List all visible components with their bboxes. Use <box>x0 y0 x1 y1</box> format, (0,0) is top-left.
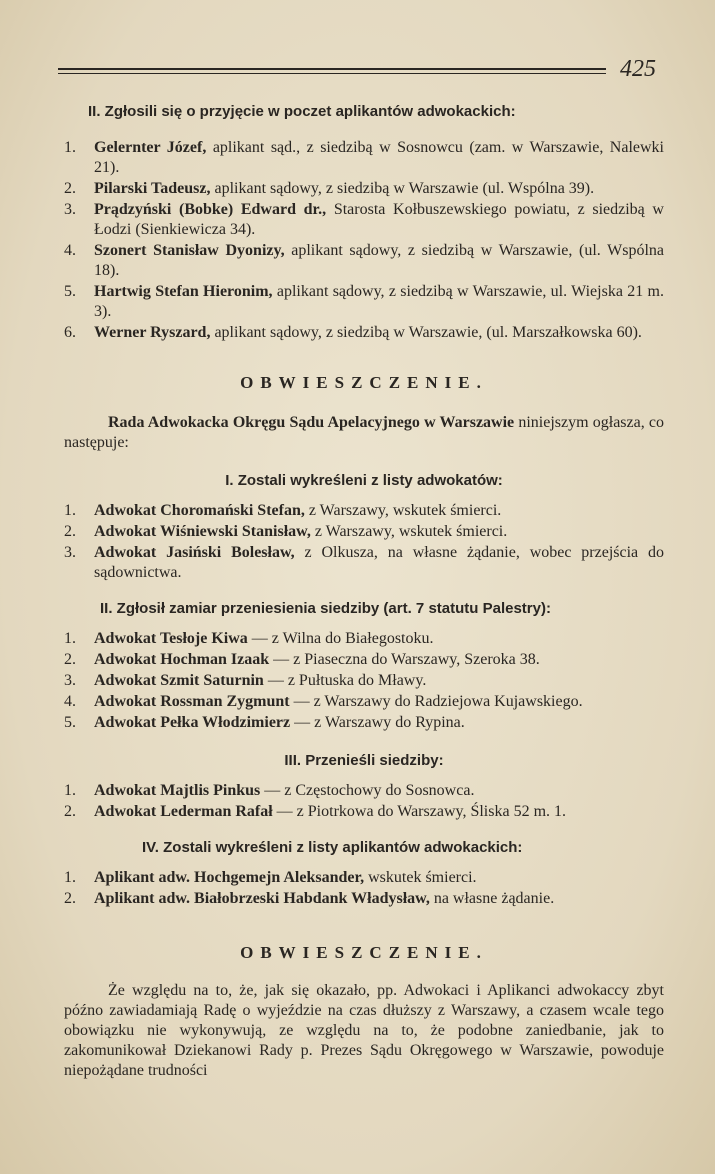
item-text: — z Warszawy do Radziejowa Kujawskiego. <box>289 693 583 710</box>
item-name: Aplikant adw. Białobrzeski Habdank Władysław, <box>94 890 430 907</box>
item-number: 1. <box>64 502 76 519</box>
item-name: Adwokat Choromański Stefan, <box>94 502 305 519</box>
item-text: — z Częstochowy do Sosnowca. <box>260 782 475 799</box>
list-item <box>64 501 664 521</box>
intro-text: niniejszym ogłasza, co następuje: <box>64 414 665 451</box>
section-iv-heading: IV. Zostali wykreśleni z listy aplikantów adwokackich: <box>142 839 523 856</box>
item-text: aplikant sąd., z siedzibą w Sosnowcu (zam. w Warszawie, Nalewki 21). <box>94 139 664 176</box>
item-text: aplikant sądowy, z siedzibą w Warszawie (ul. Wspólna 39). <box>210 180 595 197</box>
item-name: Adwokat Hochman Izaak <box>94 651 270 668</box>
item-text: z Warszawy, wskutek śmierci. <box>310 523 508 540</box>
header-rule <box>58 68 606 70</box>
item-text: — z Pułtuska do Mławy. <box>263 672 427 689</box>
item-text: — z Piotrkowa do Warszawy, Śliska 52 m. 1. <box>272 803 567 820</box>
list-item <box>64 179 664 199</box>
item-number: 6. <box>64 324 76 341</box>
item-name: Adwokat Jasiński Bolesław, <box>94 544 295 561</box>
item-number: 2. <box>64 803 76 820</box>
item-text: — z Wilna do Białegostoku. <box>247 630 434 647</box>
item-text: Starosta Kołbuszewskiego powiatu, z siedzibą w Łodzi (Sienkiewicza 34). <box>94 201 664 238</box>
item-text: aplikant sądowy, z siedzibą w Warszawie, ul. Wiejska 21 m. 3). <box>94 283 664 320</box>
item-number: 1. <box>64 630 76 647</box>
list-item <box>64 629 664 649</box>
item-number: 1. <box>64 139 76 156</box>
item-name: Adwokat Majtlis Pinkus <box>94 782 261 799</box>
list-item <box>64 713 664 733</box>
item-text: — z Piaseczna do Warszawy, Szeroka 38. <box>269 651 540 668</box>
intro-council: Rada Adwokacka Okręgu Sądu Apelacyjnego w Warszawie <box>108 414 515 431</box>
header-rule-thin <box>58 73 606 74</box>
item-number: 3. <box>64 544 76 561</box>
item-name: Adwokat Pełka Włodzimierz <box>94 714 291 731</box>
item-text: aplikant sądowy, z siedzibą w Warszawie, (ul. Wspólna 18). <box>94 242 665 279</box>
item-name: Adwokat Rossman Zygmunt <box>94 693 290 710</box>
notice-title: OBWIESZCZENIE. <box>240 373 488 392</box>
section-iii-list <box>64 781 664 822</box>
item-text: z Warszawy, wskutek śmierci. <box>304 502 502 519</box>
list-item <box>64 671 664 691</box>
item-number: 1. <box>64 782 76 799</box>
item-text: na własne żądanie. <box>429 890 555 907</box>
notice-title-2: OBWIESZCZENIE. <box>240 943 488 962</box>
item-name: Pilarski Tadeusz, <box>94 180 211 197</box>
applicants-heading: II. Zgłosili się o przyjęcie w poczet aplikantów adwokackich: <box>88 103 516 120</box>
list-item <box>64 522 664 542</box>
item-text: — z Warszawy do Rypina. <box>290 714 465 731</box>
notice-paragraph: Że względu na to, że, jak się okazało, pp. Adwokaci i Aplikanci adwokaccy zbyt późno zawiadamiają Radę o wyjeździe na czas dłuższy z Warszawy, a czasem wcale tego obowiązku nie wykonywują, ze względu na to, że podobne zaniedbanie, jak to zakomunikował Dziekanowi Rady p. Prezes Sądu Okręgowego w Warszawie, powoduje niepożądane trudności <box>64 982 664 1079</box>
item-text: z Olkusza, na własne żądanie, wobec przejścia do sądownictwa. <box>94 544 665 581</box>
item-text: wskutek śmierci. <box>364 869 477 886</box>
list-item <box>64 692 664 712</box>
list-item <box>64 543 664 583</box>
item-name: Adwokat Wiśniewski Stanisław, <box>94 523 311 540</box>
page-number: 425 <box>620 56 656 82</box>
item-number: 3. <box>64 201 76 218</box>
section-i-list <box>64 501 664 583</box>
item-number: 2. <box>64 180 76 197</box>
list-item <box>64 868 664 888</box>
item-name: Gelernter Józef, <box>94 139 207 156</box>
list-item <box>64 200 664 240</box>
item-name: Prądzyński (Bobke) Edward dr., <box>94 201 327 218</box>
applicants-list <box>64 138 664 343</box>
list-item <box>64 889 664 909</box>
section-i-heading: I. Zostali wykreśleni z listy adwokatów: <box>225 472 503 489</box>
section-iv-list <box>64 868 664 909</box>
list-item <box>64 282 664 322</box>
item-number: 5. <box>64 714 76 731</box>
list-item <box>64 781 664 801</box>
section-ii-heading: II. Zgłosił zamiar przeniesienia siedziby (art. 7 statutu Palestry): <box>100 600 551 617</box>
item-name: Szonert Stanisław Dyonizy, <box>94 242 285 259</box>
item-name: Adwokat Lederman Rafał <box>94 803 273 820</box>
item-number: 2. <box>64 651 76 668</box>
list-item <box>64 323 664 343</box>
item-name: Hartwig Stefan Hieronim, <box>94 283 273 300</box>
list-item <box>64 650 664 670</box>
notice-intro <box>64 413 664 453</box>
item-number: 3. <box>64 672 76 689</box>
item-number: 5. <box>64 283 76 300</box>
item-text: aplikant sądowy, z siedzibą w Warszawie, (ul. Marszałkowska 60). <box>210 324 642 341</box>
list-item <box>64 241 664 281</box>
item-number: 2. <box>64 890 76 907</box>
item-number: 4. <box>64 242 76 259</box>
list-item <box>64 138 664 178</box>
item-name: Adwokat Tesłoje Kiwa <box>94 630 248 647</box>
section-iii-heading: III. Przenieśli siedziby: <box>284 752 444 769</box>
section-ii-list <box>64 629 664 733</box>
list-item <box>64 802 664 822</box>
page-content <box>64 102 664 1081</box>
item-name: Aplikant adw. Hochgemejn Aleksander, <box>94 869 365 886</box>
item-number: 4. <box>64 693 76 710</box>
item-name: Werner Ryszard, <box>94 324 211 341</box>
item-number: 1. <box>64 869 76 886</box>
item-number: 2. <box>64 523 76 540</box>
item-name: Adwokat Szmit Saturnin <box>94 672 264 689</box>
